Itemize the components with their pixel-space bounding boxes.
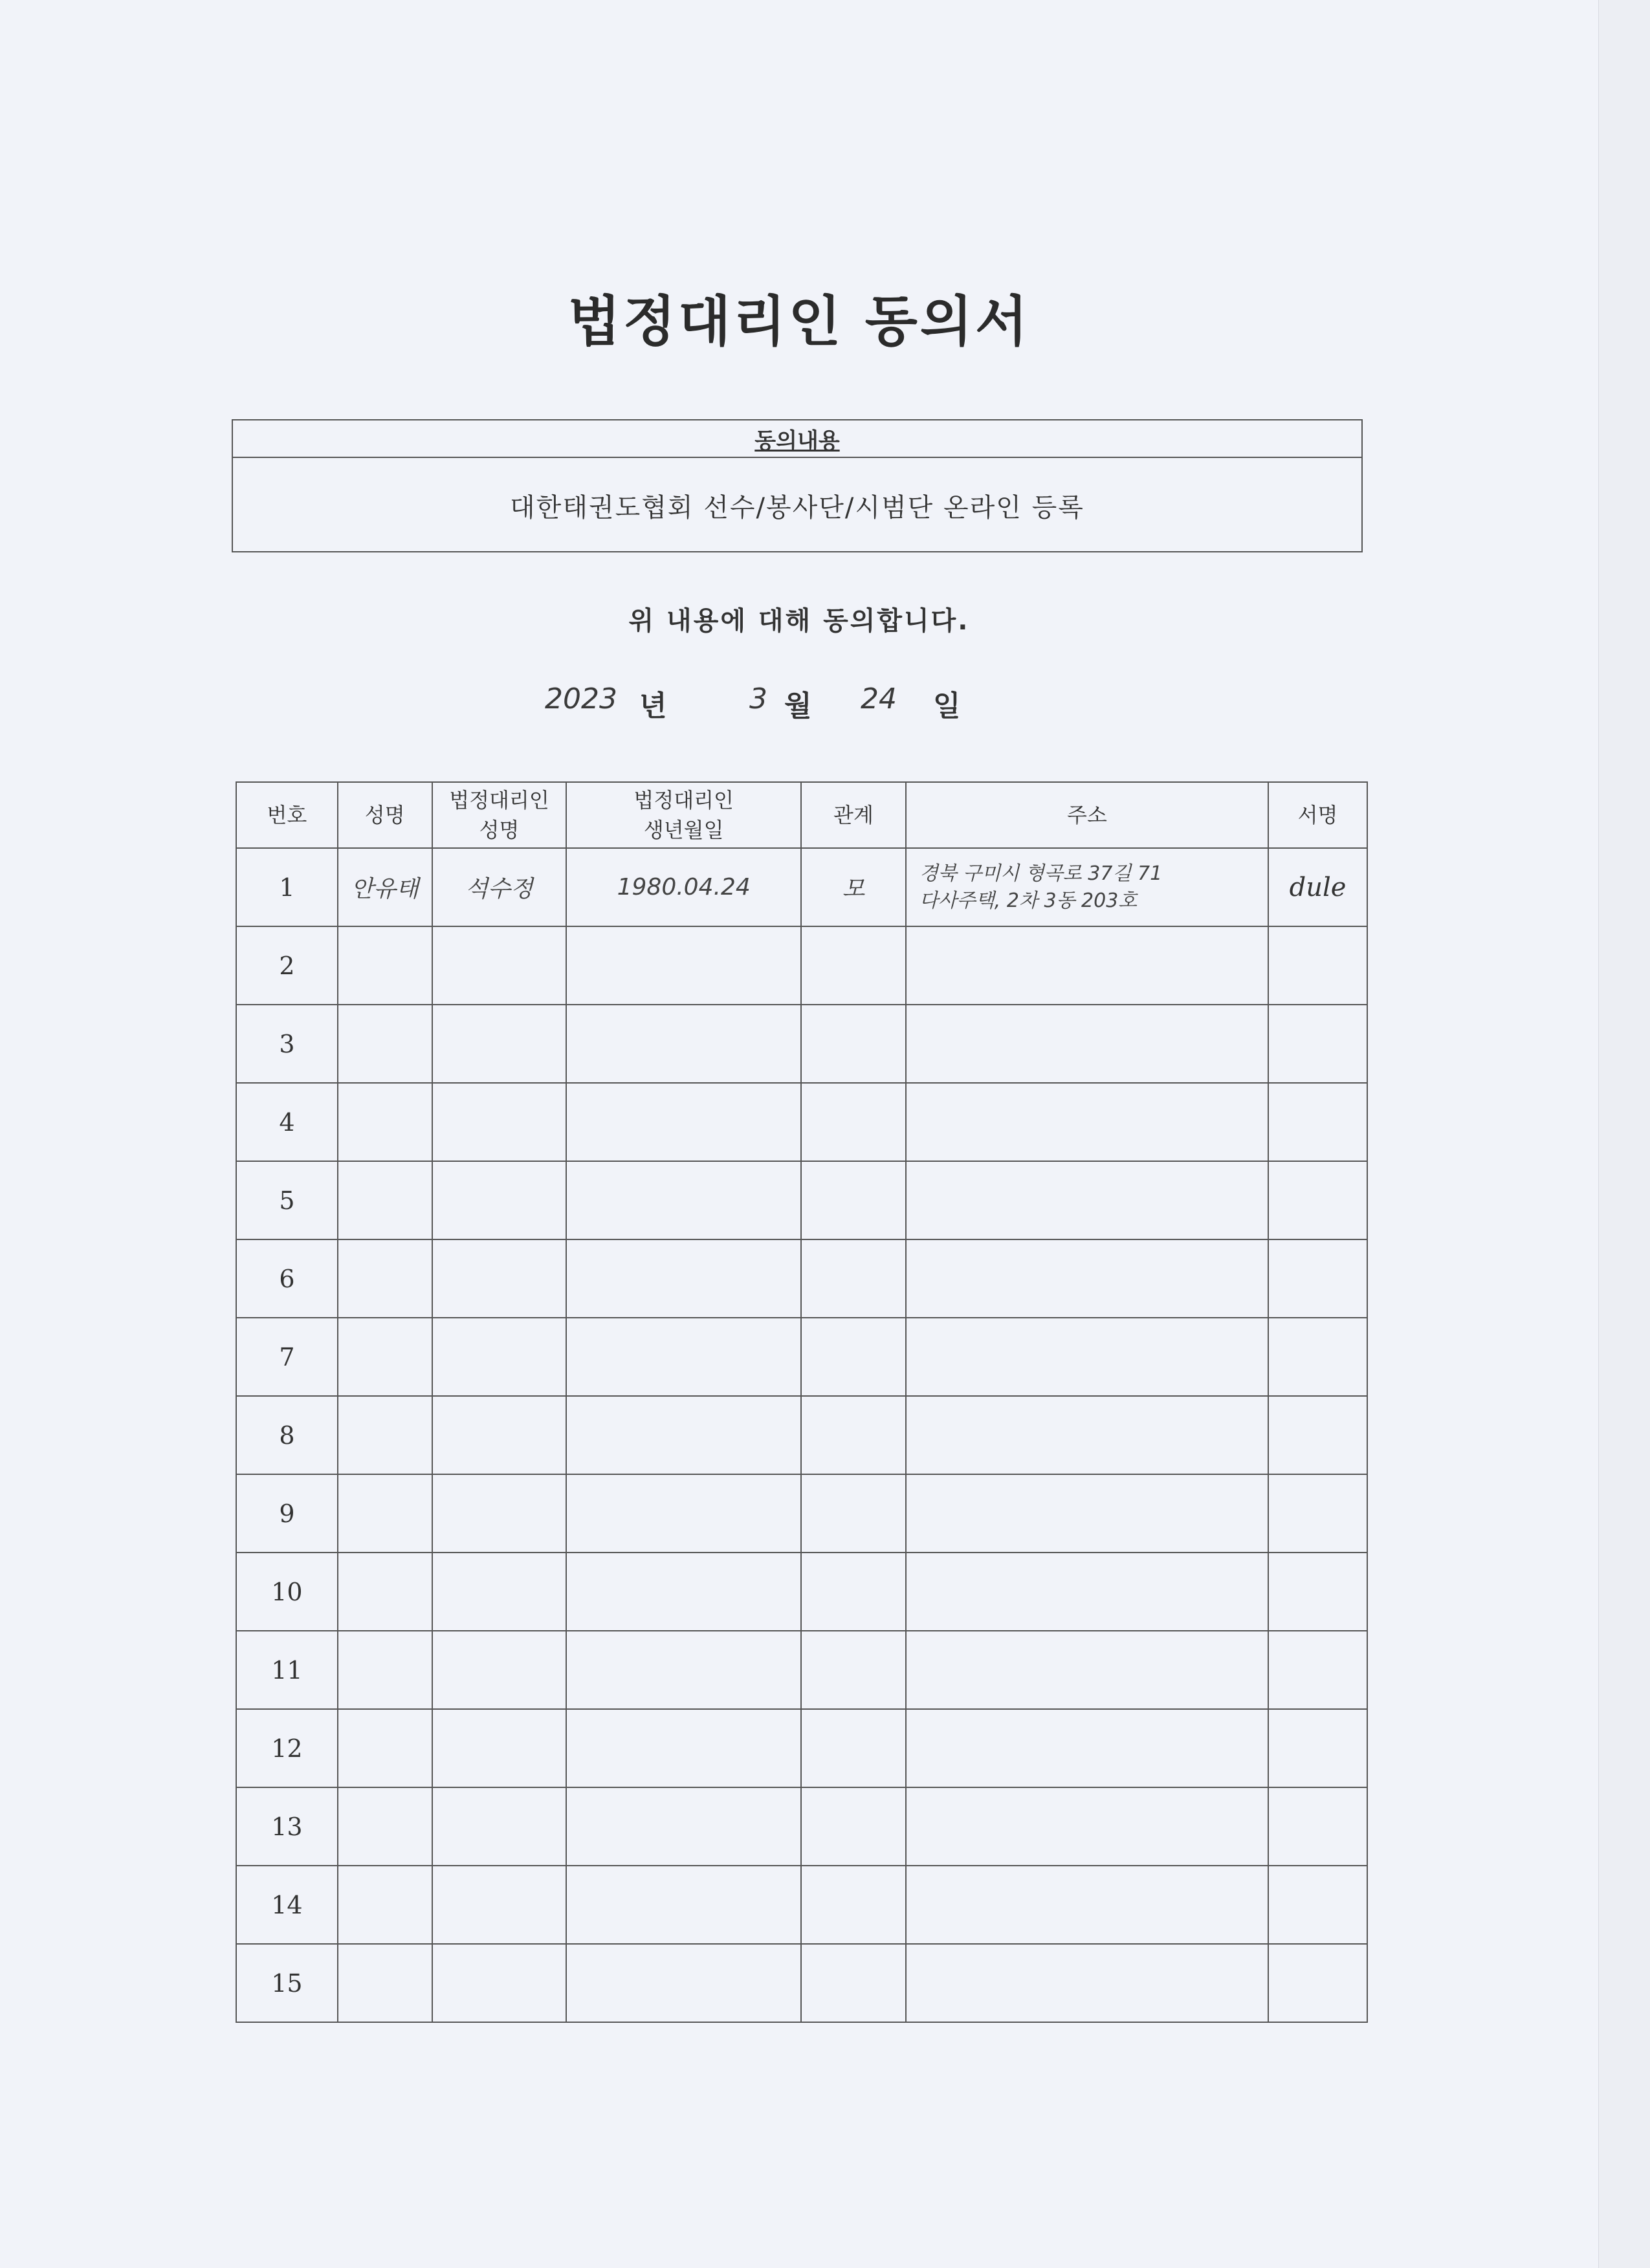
table-row xyxy=(236,1709,1367,1787)
cell-address xyxy=(906,1553,1268,1631)
cell-guardian-name xyxy=(432,1553,567,1631)
cell-guardian-name xyxy=(432,1631,567,1709)
cell-guardian-birth xyxy=(566,1553,801,1631)
cell-guardian-birth xyxy=(566,1787,801,1866)
cell-guardian-birth xyxy=(566,926,801,1005)
date-year: 2023 xyxy=(545,682,617,715)
date-month: 3 xyxy=(749,682,767,715)
cell-address xyxy=(906,926,1268,1005)
cell-guardian-name: 석수정 xyxy=(432,848,567,926)
table-row xyxy=(236,1944,1367,2022)
cell-relation xyxy=(801,1083,906,1161)
consent-heading: 동의내용 xyxy=(233,420,1361,458)
cell-address xyxy=(906,1474,1268,1553)
cell-no: 6 xyxy=(236,1239,338,1318)
header-relation: 관계 xyxy=(801,782,906,848)
header-signature: 서명 xyxy=(1268,782,1367,848)
table-row xyxy=(236,1631,1367,1709)
cell-signature xyxy=(1268,1631,1367,1709)
cell-name xyxy=(338,1631,432,1709)
cell-signature xyxy=(1268,1709,1367,1787)
cell-no: 8 xyxy=(236,1396,338,1474)
cell-name xyxy=(338,1709,432,1787)
cell-relation xyxy=(801,1553,906,1631)
cell-no: 15 xyxy=(236,1944,338,2022)
table-row xyxy=(236,1318,1367,1396)
cell-signature xyxy=(1268,1318,1367,1396)
cell-guardian-name xyxy=(432,1318,567,1396)
table-row xyxy=(236,1866,1367,1944)
cell-signature xyxy=(1268,1944,1367,2022)
cell-name xyxy=(338,1866,432,1944)
cell-signature xyxy=(1268,1474,1367,1553)
header-name: 성명 xyxy=(338,782,432,848)
cell-guardian-birth xyxy=(566,1005,801,1083)
cell-guardian-birth xyxy=(566,1239,801,1318)
cell-name: 안유태 xyxy=(338,848,432,926)
cell-no: 11 xyxy=(236,1631,338,1709)
cell-guardian-name xyxy=(432,1787,567,1866)
cell-relation xyxy=(801,1318,906,1396)
cell-guardian-birth xyxy=(566,1318,801,1396)
cell-relation xyxy=(801,1239,906,1318)
table-row xyxy=(236,1161,1367,1239)
table-row xyxy=(236,1553,1367,1631)
cell-guardian-birth xyxy=(566,1709,801,1787)
header-guardian-name: 법정대리인 성명 xyxy=(432,782,567,848)
cell-relation xyxy=(801,1866,906,1944)
table-row xyxy=(236,1474,1367,1553)
cell-guardian-name xyxy=(432,1866,567,1944)
cell-signature xyxy=(1268,1866,1367,1944)
cell-address xyxy=(906,1709,1268,1787)
cell-address xyxy=(906,1866,1268,1944)
cell-name xyxy=(338,1239,432,1318)
cell-name xyxy=(338,1474,432,1553)
cell-address xyxy=(906,1631,1268,1709)
table-row xyxy=(236,1239,1367,1318)
cell-guardian-name xyxy=(432,926,567,1005)
cell-signature xyxy=(1268,926,1367,1005)
date-year-unit: 년 xyxy=(639,690,667,723)
cell-guardian-birth xyxy=(566,1396,801,1474)
cell-address xyxy=(906,1161,1268,1239)
cell-guardian-birth: 1980.04.24 xyxy=(566,848,801,926)
cell-relation xyxy=(801,1709,906,1787)
cell-relation xyxy=(801,1787,906,1866)
cell-address xyxy=(906,1396,1268,1474)
cell-relation xyxy=(801,1631,906,1709)
header-no: 번호 xyxy=(236,782,338,848)
cell-relation xyxy=(801,1474,906,1553)
cell-no: 1 xyxy=(236,848,338,926)
cell-name xyxy=(338,1005,432,1083)
consent-box xyxy=(232,419,1363,552)
cell-no: 5 xyxy=(236,1161,338,1239)
document-title: 법정대리인 동의서 xyxy=(567,290,1031,353)
table-row xyxy=(236,848,1367,926)
cell-no: 2 xyxy=(236,926,338,1005)
cell-no: 4 xyxy=(236,1083,338,1161)
cell-relation xyxy=(801,1396,906,1474)
header-guardian-birth: 법정대리인 생년월일 xyxy=(566,782,801,848)
cell-name xyxy=(338,1083,432,1161)
cell-guardian-birth xyxy=(566,1083,801,1161)
cell-name xyxy=(338,1553,432,1631)
consent-content: 대한태권도협회 선수/봉사단/시범단 온라인 등록 xyxy=(510,492,1084,523)
cell-address xyxy=(906,1005,1268,1083)
cell-no: 12 xyxy=(236,1709,338,1787)
cell-guardian-name xyxy=(432,1709,567,1787)
roster-table xyxy=(236,781,1368,2023)
table-row xyxy=(236,1005,1367,1083)
cell-no: 14 xyxy=(236,1866,338,1944)
address-line-2: 다사주택, 2차 3동 203호 xyxy=(919,889,1138,912)
cell-signature xyxy=(1268,1239,1367,1318)
cell-guardian-birth xyxy=(566,1474,801,1553)
cell-guardian-name xyxy=(432,1944,567,2022)
table-row xyxy=(236,1083,1367,1161)
cell-no: 13 xyxy=(236,1787,338,1866)
cell-signature: dule xyxy=(1268,848,1367,926)
cell-signature xyxy=(1268,1083,1367,1161)
cell-address xyxy=(906,1083,1268,1161)
cell-name xyxy=(338,1161,432,1239)
cell-guardian-birth xyxy=(566,1631,801,1709)
table-row xyxy=(236,926,1367,1005)
cell-name xyxy=(338,1944,432,2022)
cell-guardian-name xyxy=(432,1396,567,1474)
cell-name xyxy=(338,1787,432,1866)
cell-relation: 모 xyxy=(801,848,906,926)
cell-guardian-name xyxy=(432,1161,567,1239)
date-day-unit: 일 xyxy=(933,690,961,723)
table-row xyxy=(236,1787,1367,1866)
cell-signature xyxy=(1268,1553,1367,1631)
cell-relation xyxy=(801,1944,906,2022)
cell-guardian-birth xyxy=(566,1866,801,1944)
table-row xyxy=(236,1396,1367,1474)
cell-guardian-name xyxy=(432,1083,567,1161)
cell-guardian-birth xyxy=(566,1161,801,1239)
cell-signature xyxy=(1268,1396,1367,1474)
address-line-1: 경북 구미시 형곡로 37길 71 xyxy=(919,862,1163,885)
cell-guardian-birth xyxy=(566,1944,801,2022)
table-header-row xyxy=(236,782,1367,848)
cell-no: 7 xyxy=(236,1318,338,1396)
cell-address xyxy=(906,1239,1268,1318)
cell-address xyxy=(906,1318,1268,1396)
cell-name xyxy=(338,1318,432,1396)
cell-address xyxy=(906,848,1268,926)
agreement-statement: 위 내용에 대해 동의합니다. xyxy=(628,606,970,636)
cell-guardian-name xyxy=(432,1005,567,1083)
signing-date xyxy=(0,682,1598,728)
date-month-unit: 월 xyxy=(784,690,812,723)
cell-no: 9 xyxy=(236,1474,338,1553)
cell-signature xyxy=(1268,1161,1367,1239)
cell-no: 3 xyxy=(236,1005,338,1083)
cell-relation xyxy=(801,1161,906,1239)
cell-relation xyxy=(801,926,906,1005)
cell-signature xyxy=(1268,1005,1367,1083)
cell-guardian-name xyxy=(432,1474,567,1553)
cell-address xyxy=(906,1787,1268,1866)
cell-relation xyxy=(801,1005,906,1083)
cell-signature xyxy=(1268,1787,1367,1866)
cell-name xyxy=(338,926,432,1005)
date-day: 24 xyxy=(861,682,897,715)
cell-address xyxy=(906,1944,1268,2022)
cell-guardian-name xyxy=(432,1239,567,1318)
header-address: 주소 xyxy=(906,782,1268,848)
cell-name xyxy=(338,1396,432,1474)
cell-no: 10 xyxy=(236,1553,338,1631)
